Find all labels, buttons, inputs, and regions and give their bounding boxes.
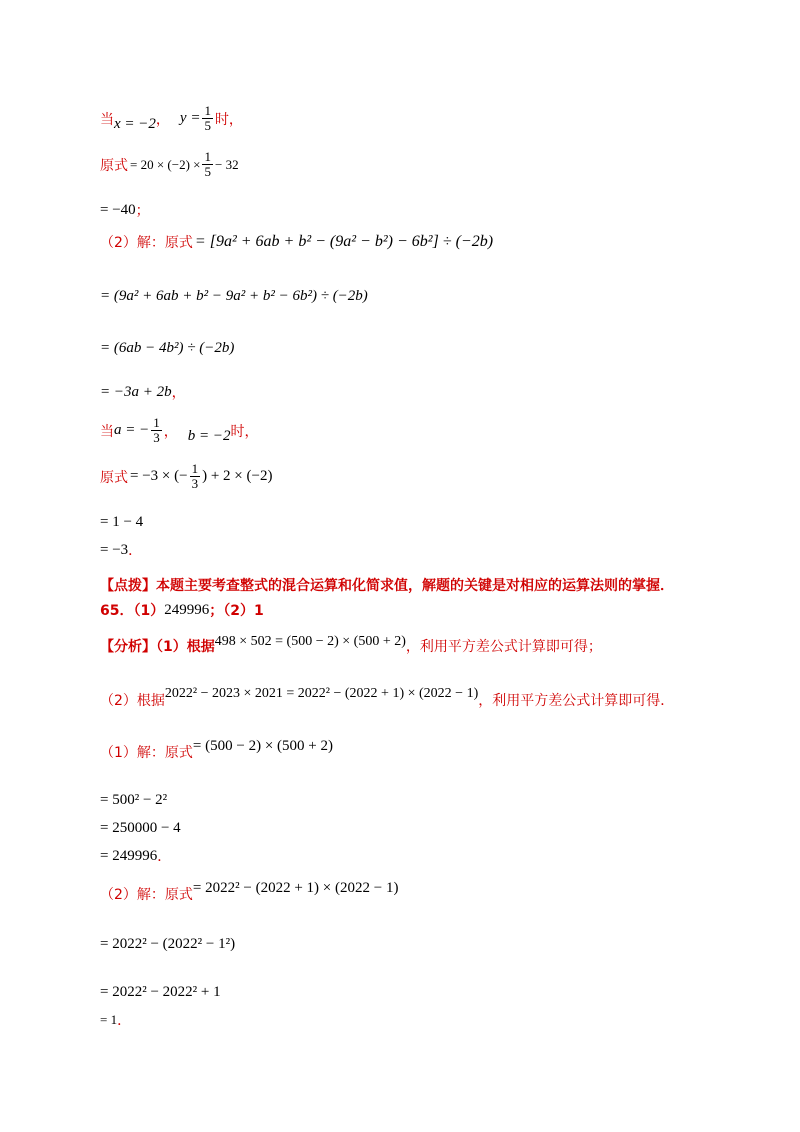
math-answer-1: 249996 bbox=[164, 601, 210, 618]
math-expr: = 500² − 2² bbox=[100, 792, 168, 808]
line-simplify bbox=[100, 340, 234, 357]
text-original: 原式 bbox=[100, 157, 128, 174]
math-y-eq: y = bbox=[179, 110, 201, 126]
line-when-x-y bbox=[100, 104, 243, 133]
text-when: 当 bbox=[100, 111, 114, 128]
text-time: 时， bbox=[214, 111, 243, 128]
fraction-denominator: 3 bbox=[191, 476, 199, 491]
line-result-1 bbox=[100, 200, 150, 220]
fraction-denominator: 5 bbox=[204, 164, 211, 179]
math-expr: = 1 − 4 bbox=[100, 514, 144, 530]
fraction-numerator: 1 bbox=[204, 103, 211, 118]
line-sol2-step1 bbox=[100, 936, 235, 953]
math-x-value: x = −2 bbox=[114, 116, 156, 132]
text-analysis-label: 【分析】（1）根据 bbox=[100, 639, 215, 655]
text-q65-answer-2: ；（2）1 bbox=[209, 603, 264, 619]
fraction-denominator: 5 bbox=[204, 118, 211, 133]
text-sol1-label: （1）解：原式 bbox=[100, 745, 193, 761]
line-result-3 bbox=[100, 540, 142, 560]
line-when-a-b bbox=[100, 416, 259, 445]
text-analysis-tail-2: ，利用平方差公式计算即可得． bbox=[478, 693, 675, 709]
text-analysis-tail: ，利用平方差公式计算即可得； bbox=[405, 639, 602, 655]
fraction-numerator: 1 bbox=[204, 149, 211, 164]
line-sol2-result bbox=[100, 1010, 131, 1030]
line-tip bbox=[100, 575, 674, 595]
line-sol2-start bbox=[100, 879, 399, 904]
text-period: ． bbox=[117, 1013, 132, 1029]
line-sol1-step2 bbox=[100, 820, 181, 837]
math-expr: = (500 − 2) × (500 + 2) bbox=[192, 737, 333, 754]
math-expr: = −3 bbox=[100, 541, 129, 558]
math-expr-tail: ) + 2 × (−2) bbox=[202, 468, 273, 484]
text-period: ． bbox=[128, 543, 143, 559]
text-q65-label: 65．（1） bbox=[100, 603, 165, 619]
text-semicolon: ； bbox=[135, 203, 150, 219]
math-expr: = (9a² + 6ab + b² − 9a² + b² − 6b²) ÷ (−2b) bbox=[100, 288, 368, 304]
text-time: 时， bbox=[230, 423, 259, 440]
text-when: 当 bbox=[100, 423, 114, 440]
math-expr: = [9a² + 6ab + b² − (9a² − b²) − 6b²] ÷ (−2b) bbox=[194, 233, 494, 250]
line-substitute-2 bbox=[100, 462, 272, 491]
line-sol2-step2 bbox=[100, 984, 221, 1001]
line-substitute-1 bbox=[100, 150, 239, 179]
math-expr: = −3 × (− bbox=[130, 468, 188, 484]
text-comma: ， bbox=[171, 385, 186, 401]
math-expr: 498 × 502 = (500 − 2) × (500 + 2) bbox=[214, 634, 406, 649]
text-period: ． bbox=[157, 849, 172, 865]
math-expr: = 2022² − 2022² + 1 bbox=[100, 984, 221, 1000]
text-sep: ， bbox=[163, 423, 178, 440]
math-expr: 2022² − 2023 × 2021 = 2022² − (2022 + 1) × (2022 − 1) bbox=[164, 686, 479, 701]
fraction-denominator: 3 bbox=[153, 430, 160, 445]
text-tip: 【点拨】本题主要考查整式的混合运算和化简求值，解题的关键是对相应的运算法则的掌握． bbox=[100, 578, 674, 594]
line-sol1-step1 bbox=[100, 792, 167, 809]
math-expr: = 20 × (−2) × bbox=[130, 156, 201, 172]
fraction-one-fifth bbox=[202, 150, 213, 179]
math-b-value: b = −2 bbox=[187, 428, 231, 444]
text-analysis-label-2: （2）根据 bbox=[100, 693, 165, 709]
math-expr-tail: − 32 bbox=[214, 156, 239, 172]
line-q65-answer bbox=[100, 600, 264, 620]
line-part2-start bbox=[100, 232, 493, 252]
math-expr: = 1 bbox=[100, 1012, 118, 1027]
math-expr: = 249996 bbox=[100, 847, 158, 864]
math-expr: = 2022² − (2022² − 1²) bbox=[100, 936, 236, 952]
math-a-eq: a = − bbox=[114, 422, 150, 438]
line-analysis-1 bbox=[100, 636, 602, 656]
fraction-one-fifth bbox=[202, 104, 213, 133]
text-part2-label: （2）解：原式 bbox=[100, 235, 193, 251]
math-expr: = −40 bbox=[100, 201, 136, 218]
line-calc bbox=[100, 514, 143, 531]
line-result-2 bbox=[100, 382, 186, 402]
math-expr: = (6ab − 4b²) ÷ (−2b) bbox=[100, 340, 235, 356]
math-expr: = 250000 − 4 bbox=[100, 820, 181, 836]
line-sol1-start bbox=[100, 737, 333, 762]
line-analysis-2 bbox=[100, 686, 675, 710]
math-expr: = −3a + 2b bbox=[100, 383, 172, 400]
math-expr: = 2022² − (2022 + 1) × (2022 − 1) bbox=[192, 879, 399, 896]
fraction-numerator: 1 bbox=[191, 461, 199, 476]
fraction-numerator: 1 bbox=[153, 415, 160, 430]
text-sol2-label: （2）解：原式 bbox=[100, 887, 193, 903]
fraction-one-third bbox=[151, 416, 162, 445]
text-sep: ， bbox=[155, 111, 170, 128]
text-original: 原式 bbox=[100, 469, 128, 486]
fraction-one-third bbox=[190, 462, 201, 491]
line-expand bbox=[100, 288, 368, 305]
line-sol1-result bbox=[100, 846, 171, 866]
